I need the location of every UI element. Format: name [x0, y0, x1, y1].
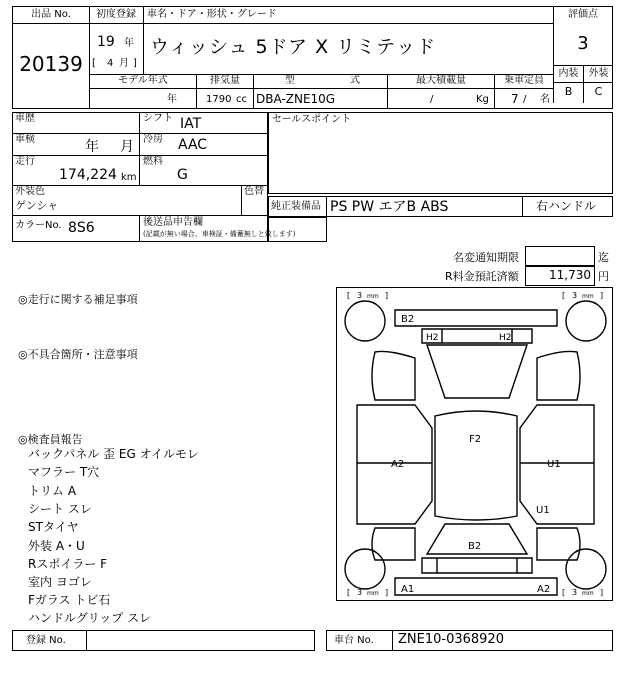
lot-number: 20139	[19, 52, 83, 76]
shift-label: シフト	[143, 113, 173, 124]
recycle-amount: 11,730	[549, 268, 591, 282]
chassis-label: 車台 No.	[334, 635, 374, 646]
mark-front-bumper-left: A1	[401, 584, 415, 595]
steering-value: 右ハンドル	[536, 199, 597, 213]
mileage-label: 走行	[15, 156, 35, 167]
interior-label: 内装	[558, 68, 579, 79]
svg-text:]: ]	[600, 588, 604, 597]
load-unit: Kg	[476, 94, 489, 105]
capacity-slash: /	[523, 94, 527, 105]
color-change-label: 色替	[244, 186, 264, 197]
model-code: DBA-ZNE10G	[256, 92, 336, 106]
tire-tag-unit-fl: mm	[367, 590, 379, 597]
first-reg-month-unit: 月	[119, 58, 129, 69]
svg-text:]: ]	[385, 588, 389, 597]
mark-left-side: A2	[391, 459, 405, 470]
mark-right-side-upper: U1	[547, 459, 561, 470]
equipment-label: 純正装備品	[271, 201, 321, 212]
ac-value: AAC	[178, 137, 208, 153]
exterior-label: 外装	[588, 68, 609, 79]
displacement-value: 1790	[206, 94, 232, 105]
inspection-label: 車検	[15, 134, 35, 145]
svg-text:]: ]	[385, 291, 389, 300]
mark-back-panel: B2	[401, 314, 415, 325]
color-no-value: 8S6	[68, 220, 95, 236]
capacity-value: 7	[511, 92, 519, 106]
sales-point-label: セールスポイント	[272, 114, 352, 125]
history-label: 車歴	[15, 113, 35, 124]
svg-text:[: [	[347, 588, 351, 597]
report-line: 室内 ヨゴレ	[28, 575, 92, 589]
mark-right-side-lower: U1	[536, 505, 550, 516]
name-change-suffix: 迄	[598, 251, 609, 264]
name-change-label: 名変通知期限	[453, 251, 519, 264]
vehicle-label: 車名・ドア・形状・グレード	[147, 9, 277, 20]
svg-text:[: [	[562, 588, 566, 597]
tire-front-right	[566, 301, 606, 341]
recycle-unit: 円	[598, 270, 609, 283]
report-line: Fガラス トビ石	[28, 593, 111, 607]
fuel-label: 燃料	[143, 156, 163, 167]
report-line: 外装 A・U	[28, 539, 85, 553]
report-line: ハンドルグリップ スレ	[28, 611, 152, 625]
inspector-report-label: ◎検査員報告	[18, 433, 83, 446]
first-reg-year: 19	[97, 34, 115, 50]
bracket-open: [	[92, 58, 96, 69]
model-year-label: モデル年式	[118, 75, 168, 86]
tire-tag-unit-fr: mm	[582, 590, 594, 597]
color-value: ゲンシャ	[15, 199, 59, 212]
inspection-year-unit: 年	[85, 139, 99, 155]
tire-tag-value-rl: 3	[357, 291, 363, 300]
report-line: バックパネル 歪 EG オイルモレ	[28, 447, 200, 461]
tire-tag-unit-rr: mm	[582, 293, 594, 300]
recycle-label: R料金預託済額	[445, 270, 519, 283]
report-line: トリム A	[28, 484, 77, 498]
grade-label: 評価点	[568, 9, 598, 20]
name-change-box	[525, 246, 595, 266]
model-year-unit: 年	[167, 94, 177, 105]
tire-tag-value-fr: 3	[572, 588, 578, 597]
tire-tag-unit-rl: mm	[367, 293, 379, 300]
svg-text:[: [	[562, 291, 566, 300]
mark-roof: F2	[469, 434, 482, 445]
capacity-label: 乗車定員	[504, 75, 544, 86]
chassis-number: ZNE10-0368920	[398, 632, 504, 647]
vehicle-name: ウィッシュ 5ドア X リミテッド	[150, 36, 437, 58]
tire-tag-value-rr: 3	[572, 291, 578, 300]
registration-label: 登録 No.	[26, 635, 66, 646]
report-line: Rスポイラー F	[28, 557, 108, 571]
mileage-value: 174,224	[59, 167, 117, 183]
bracket-close: ]	[133, 58, 137, 69]
interior-grade: B	[564, 85, 573, 98]
report-line: シート スレ	[28, 502, 92, 516]
retrofit-note: (記載が無い場合、車検証・備蓄無しと致します)	[143, 230, 296, 238]
svg-text:]: ]	[600, 291, 604, 300]
mileage-unit: km	[121, 172, 137, 183]
first-reg-label: 初度登録	[96, 9, 136, 20]
report-line: STタイヤ	[28, 520, 79, 534]
exterior-grade: C	[594, 85, 603, 98]
first-reg-year-unit: 年	[124, 38, 134, 49]
displacement-unit: cc	[236, 94, 247, 105]
tire-rear-left	[345, 549, 385, 589]
driving-notes-label: ◎走行に関する補足事項	[18, 293, 138, 306]
grade-score: 3	[577, 33, 589, 54]
mark-rear-lamp-right: H2	[499, 333, 512, 343]
report-line: マフラー T穴	[28, 465, 100, 479]
tire-rear-right	[566, 549, 606, 589]
mark-hood: B2	[468, 541, 482, 552]
tire-front-left	[345, 301, 385, 341]
displacement-label: 排気量	[210, 75, 240, 86]
retrofit-label: 後送品申告欄	[143, 217, 203, 228]
fuel-value: G	[177, 167, 188, 183]
shift-value: IAT	[180, 116, 202, 132]
color-no-label: カラーNo.	[15, 220, 62, 231]
first-reg-month: 4	[107, 58, 114, 69]
tire-tag-rl: [	[347, 291, 351, 300]
car-diagram	[336, 287, 613, 601]
capacity-unit: 名	[540, 94, 550, 105]
color-label: 外装色	[15, 186, 45, 197]
load-slash: /	[430, 94, 434, 105]
tire-tag-value-fl: 3	[357, 588, 363, 597]
model-label-2: 式	[350, 75, 360, 86]
mark-rear-lamp-left: H2	[426, 333, 439, 343]
lot-label: 出品 No.	[31, 9, 71, 20]
load-label: 最大積載量	[416, 75, 466, 86]
model-label-1: 型	[285, 75, 295, 86]
mark-front-bumper-right: A2	[537, 584, 551, 595]
retrofit-box	[268, 217, 327, 242]
inspection-month-unit: 月	[120, 139, 134, 155]
equipment-value: PS PW エアB ABS	[330, 199, 449, 215]
defects-label: ◎不具合箇所・注意事項	[18, 348, 138, 361]
ac-label: 冷房	[143, 134, 163, 145]
